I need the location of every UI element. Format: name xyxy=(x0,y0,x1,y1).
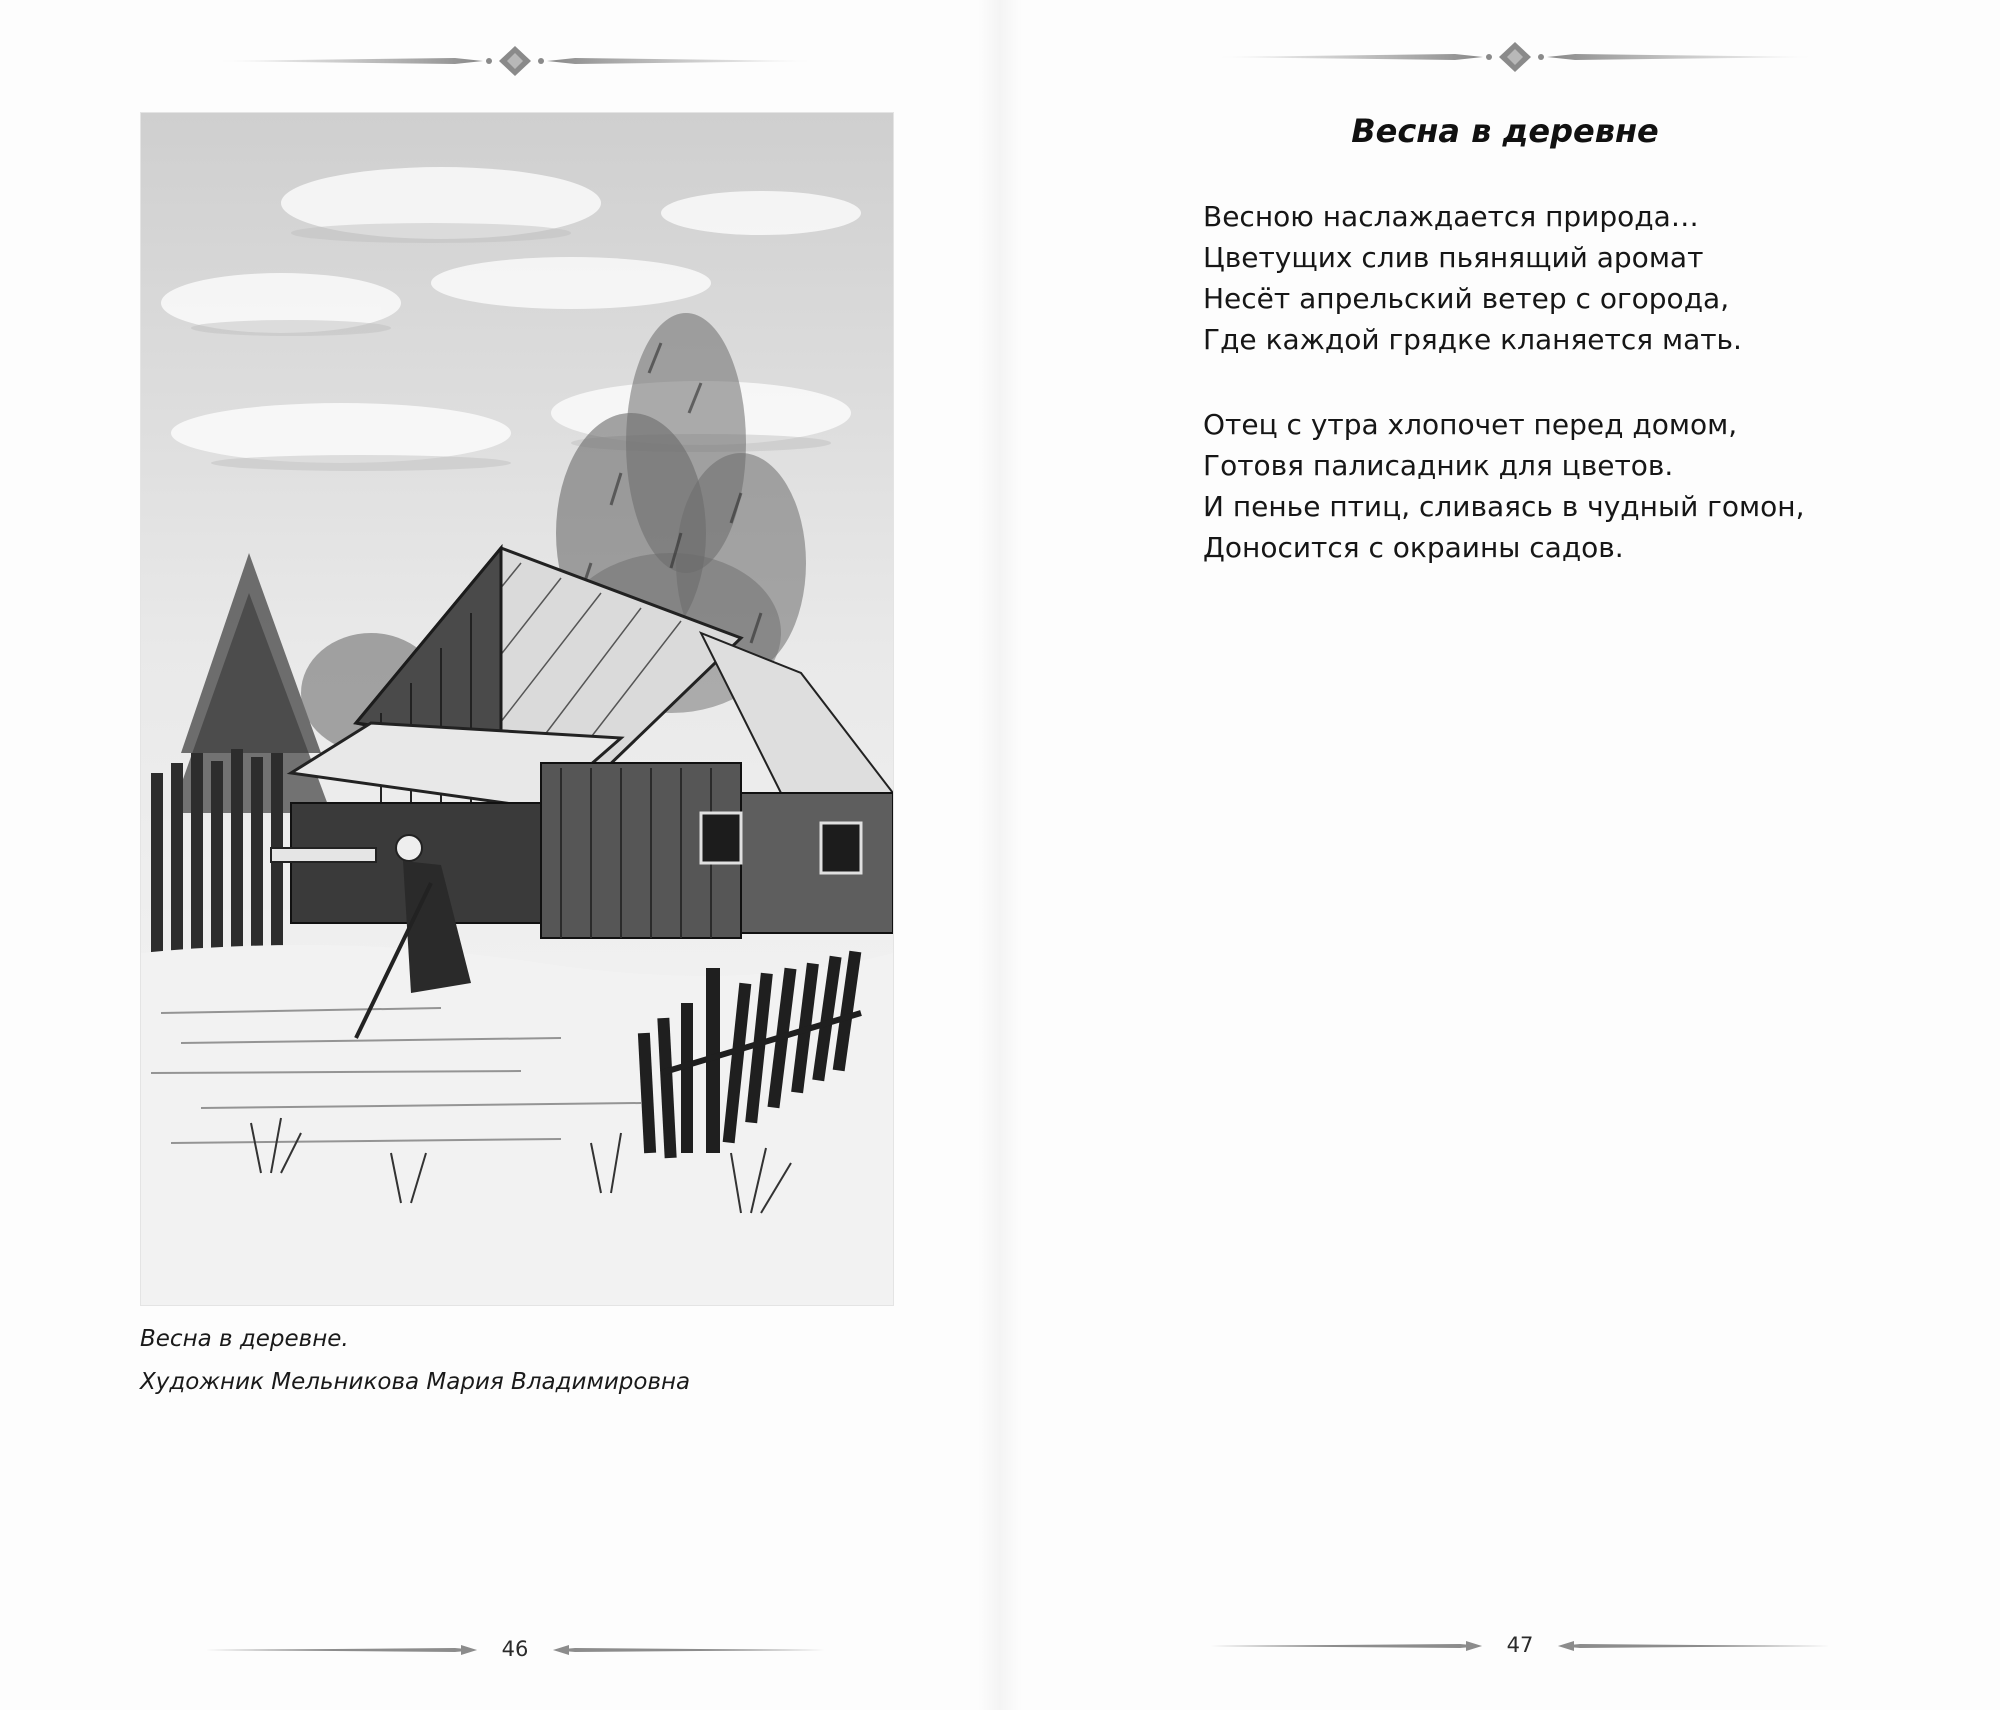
poem-line: Где каждой грядке кланяется мать. xyxy=(1203,323,1742,356)
illustration-caption xyxy=(140,1318,900,1404)
poem-line: И пенье птиц, сливаясь в чудный гомон, xyxy=(1203,490,1805,523)
poem-line: Доносится с окраины садов. xyxy=(1203,531,1624,564)
ornament-divider-top-left-icon xyxy=(215,44,815,78)
ink-drawing-village-house-woman-gardening-icon xyxy=(141,113,893,1305)
caption-title: Весна в деревне. xyxy=(140,1326,349,1352)
poem-line: Цветущих слив пьянящий аромат xyxy=(1203,241,1704,274)
illustration-village-spring xyxy=(140,112,894,1306)
poem-stanza-1 xyxy=(1203,196,1742,360)
caption-credit: Художник Мельникова Мария Владимировна xyxy=(140,1369,691,1395)
poem-line: Отец с утра хлопочет перед домом, xyxy=(1203,408,1738,441)
ornament-divider-top-right-icon xyxy=(1215,40,1815,74)
poem-line: Несёт апрельский ветер с огорода, xyxy=(1203,282,1730,315)
poem-title: Весна в деревне xyxy=(1351,112,1659,150)
poem-line: Весною наслаждается природа… xyxy=(1203,200,1699,233)
page-number-right: 47 xyxy=(1506,1633,1534,1657)
poem-line: Готовя палисадник для цветов. xyxy=(1203,449,1674,482)
poem-stanza-2 xyxy=(1203,404,1804,568)
page-number-left: 46 xyxy=(501,1637,529,1661)
